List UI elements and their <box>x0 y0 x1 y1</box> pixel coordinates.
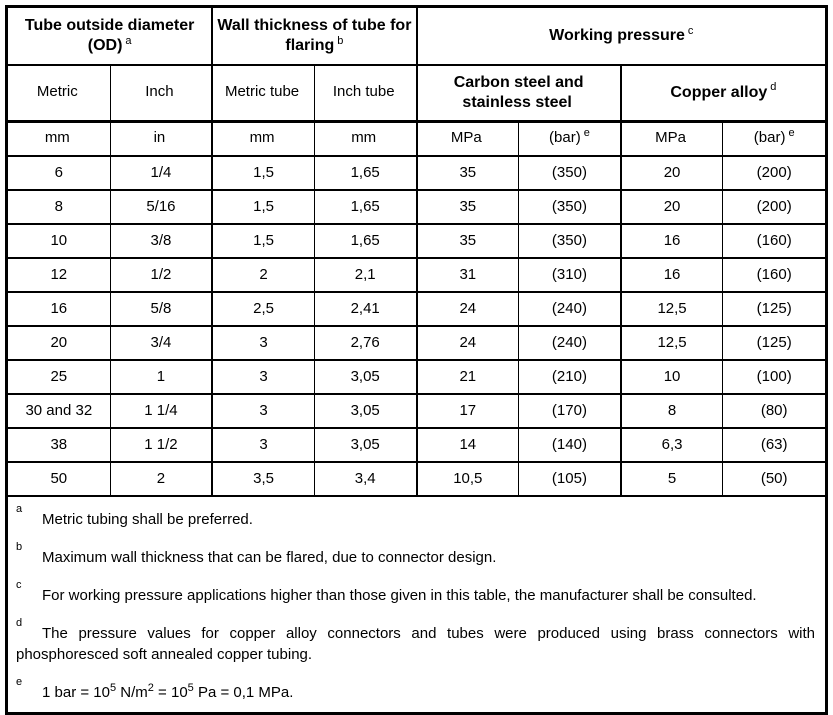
table-cell: 2,5 <box>212 292 314 326</box>
table-row <box>8 156 825 190</box>
table-cell: 21 <box>417 360 519 394</box>
footnote-b <box>16 543 815 568</box>
table-cell: 1 <box>110 360 212 394</box>
footnote-ref-e: e <box>583 127 590 140</box>
table-cell: 1,5 <box>212 156 314 190</box>
table-cell: (240) <box>519 292 621 326</box>
table-cell: 8 <box>621 394 723 428</box>
table-cell: 3 <box>212 394 314 428</box>
table-row <box>8 292 825 326</box>
table-cell: (125) <box>723 326 825 360</box>
table-cell: 12 <box>8 258 110 292</box>
unit-header: (bar) $^e$ <box>519 121 621 156</box>
table-cell: (240) <box>519 326 621 360</box>
footnote-text: The pressure values for copper alloy connectors and tubes were produced using brass connectors with phosphoresced soft annealed copper tubing. <box>16 625 815 663</box>
footnote-marker: b <box>16 541 23 553</box>
table-cell: 50 <box>8 462 110 496</box>
footnote-marker: a <box>16 503 23 515</box>
table-cell: 2,1 <box>314 258 416 292</box>
document-frame <box>5 5 828 715</box>
table-cell: 3,05 <box>314 360 416 394</box>
sub-header-row <box>8 65 825 121</box>
table-row <box>8 224 825 258</box>
table-cell: 1 1/4 <box>110 394 212 428</box>
footnote-text: Maximum wall thickness that can be flared, due to connector design. <box>42 549 497 566</box>
table-cell: 12,5 <box>621 292 723 326</box>
footnote-c <box>16 581 815 606</box>
table-cell: 3 <box>212 428 314 462</box>
table-cell: 3,05 <box>314 394 416 428</box>
footnote-e <box>16 678 815 703</box>
table-cell: 2,41 <box>314 292 416 326</box>
table-cell: 17 <box>417 394 519 428</box>
footnote-a <box>16 505 815 530</box>
table-cell: 3/4 <box>110 326 212 360</box>
table-cell: 1,65 <box>314 156 416 190</box>
group-header-wall-thickness <box>212 8 416 65</box>
table-cell: 6 <box>8 156 110 190</box>
table-row <box>8 326 825 360</box>
table-cell: 5/16 <box>110 190 212 224</box>
footnote-ref-b: b <box>337 34 344 47</box>
footnote-text: Metric tubing shall be preferred. <box>42 511 253 528</box>
unit-header: in <box>110 121 212 156</box>
table-cell: 1,5 <box>212 190 314 224</box>
sub-header-inch: Inch <box>110 65 212 121</box>
table-cell: 1,5 <box>212 224 314 258</box>
table-cell: (125) <box>723 292 825 326</box>
table-cell: (350) <box>519 224 621 258</box>
table-cell: 2,76 <box>314 326 416 360</box>
table-body <box>8 156 825 496</box>
table-cell: 3/8 <box>110 224 212 258</box>
group-title: Working pressure <box>549 27 685 44</box>
table-cell: 25 <box>8 360 110 394</box>
footnote-d <box>16 619 815 665</box>
table-cell: 16 <box>621 258 723 292</box>
table-cell: 5/8 <box>110 292 212 326</box>
table-cell: 3,4 <box>314 462 416 496</box>
unit-header: MPa <box>621 121 723 156</box>
footnote-ref-a: a <box>125 34 132 47</box>
table-cell: (170) <box>519 394 621 428</box>
table-cell: 1 1/2 <box>110 428 212 462</box>
table-cell: (160) <box>723 224 825 258</box>
table-row <box>8 258 825 292</box>
table-cell: (210) <box>519 360 621 394</box>
table-cell: 35 <box>417 190 519 224</box>
sub-header-inch-tube: Inch tube <box>314 65 416 121</box>
table-cell: 35 <box>417 224 519 258</box>
table-cell: 20 <box>621 156 723 190</box>
table-cell: 2 <box>110 462 212 496</box>
table-cell: 35 <box>417 156 519 190</box>
sub-header-copper-alloy: Copper alloy $^d$ <box>621 65 825 121</box>
table-cell: 8 <box>8 190 110 224</box>
footnote-ref-e: e <box>788 127 795 140</box>
table-row <box>8 428 825 462</box>
footnote-marker: d <box>16 617 23 629</box>
sub-header-metric-tube: Metric tube <box>212 65 314 121</box>
group-title: Tube outside diameter (OD) <box>24 17 195 54</box>
table-cell: 1,65 <box>314 224 416 258</box>
footnote-marker: e <box>16 676 23 688</box>
table-cell: 3 <box>212 326 314 360</box>
footnote-ref-d: d <box>770 81 777 94</box>
group-header-working-pressure <box>417 8 826 65</box>
table-cell: 16 <box>621 224 723 258</box>
table-cell: 3,05 <box>314 428 416 462</box>
sub-header-metric: Metric <box>8 65 110 121</box>
table-cell: 10 <box>8 224 110 258</box>
table-header <box>8 8 825 156</box>
footnotes <box>8 497 825 712</box>
table-cell: 2 <box>212 258 314 292</box>
table-cell: 24 <box>417 292 519 326</box>
footnote-text: For working pressure applications higher than those given in this table, the manufacturer shall be consulted. <box>42 587 757 604</box>
table-cell: (200) <box>723 190 825 224</box>
table-row <box>8 394 825 428</box>
group-title: Wall thickness of tube for flaring <box>217 17 412 54</box>
table-cell: 20 <box>621 190 723 224</box>
superscript: 2 <box>147 682 154 694</box>
unit-header: mm <box>8 121 110 156</box>
table-cell: (140) <box>519 428 621 462</box>
table-cell: 16 <box>8 292 110 326</box>
table-cell: 1/2 <box>110 258 212 292</box>
table-cell: (350) <box>519 190 621 224</box>
table-cell: 1/4 <box>110 156 212 190</box>
superscript: 5 <box>187 682 194 694</box>
footnote-ref-c: c <box>687 24 694 37</box>
footnote-text: 1 bar = $10^5$ $N/m^2 = 10^5$ Pa = 0,1 MPa. <box>42 682 294 701</box>
table-cell: (310) <box>519 258 621 292</box>
table-cell: 1,65 <box>314 190 416 224</box>
table-cell: 31 <box>417 258 519 292</box>
table-cell: 10,5 <box>417 462 519 496</box>
unit-header: mm <box>212 121 314 156</box>
table-cell: 3 <box>212 360 314 394</box>
sub-header-carbon-steel: Carbon steel and stainless steel <box>417 65 621 121</box>
table-cell: 5 <box>621 462 723 496</box>
table-row <box>8 190 825 224</box>
group-header-od <box>8 8 212 65</box>
table-cell: 3,5 <box>212 462 314 496</box>
unit-header: mm <box>314 121 416 156</box>
table-cell: 30 and 32 <box>8 394 110 428</box>
table-cell: 38 <box>8 428 110 462</box>
group-header-row <box>8 8 825 65</box>
table-cell: (100) <box>723 360 825 394</box>
table-row <box>8 462 825 496</box>
table-row <box>8 360 825 394</box>
table-cell: (200) <box>723 156 825 190</box>
table-cell: 20 <box>8 326 110 360</box>
table-cell: 14 <box>417 428 519 462</box>
superscript: 5 <box>109 682 117 694</box>
table-cell: (50) <box>723 462 825 496</box>
table-cell: (350) <box>519 156 621 190</box>
unit-header: (bar) $^e$ <box>723 121 825 156</box>
table-cell: 10 <box>621 360 723 394</box>
table-cell: 6,3 <box>621 428 723 462</box>
table-cell: 24 <box>417 326 519 360</box>
spec-table <box>8 8 825 497</box>
unit-header-row <box>8 121 825 156</box>
table-cell: 12,5 <box>621 326 723 360</box>
table-cell: (105) <box>519 462 621 496</box>
table-cell: (80) <box>723 394 825 428</box>
table-cell: (160) <box>723 258 825 292</box>
footnote-marker: c <box>16 579 22 591</box>
table-cell: (63) <box>723 428 825 462</box>
unit-header: MPa <box>417 121 519 156</box>
